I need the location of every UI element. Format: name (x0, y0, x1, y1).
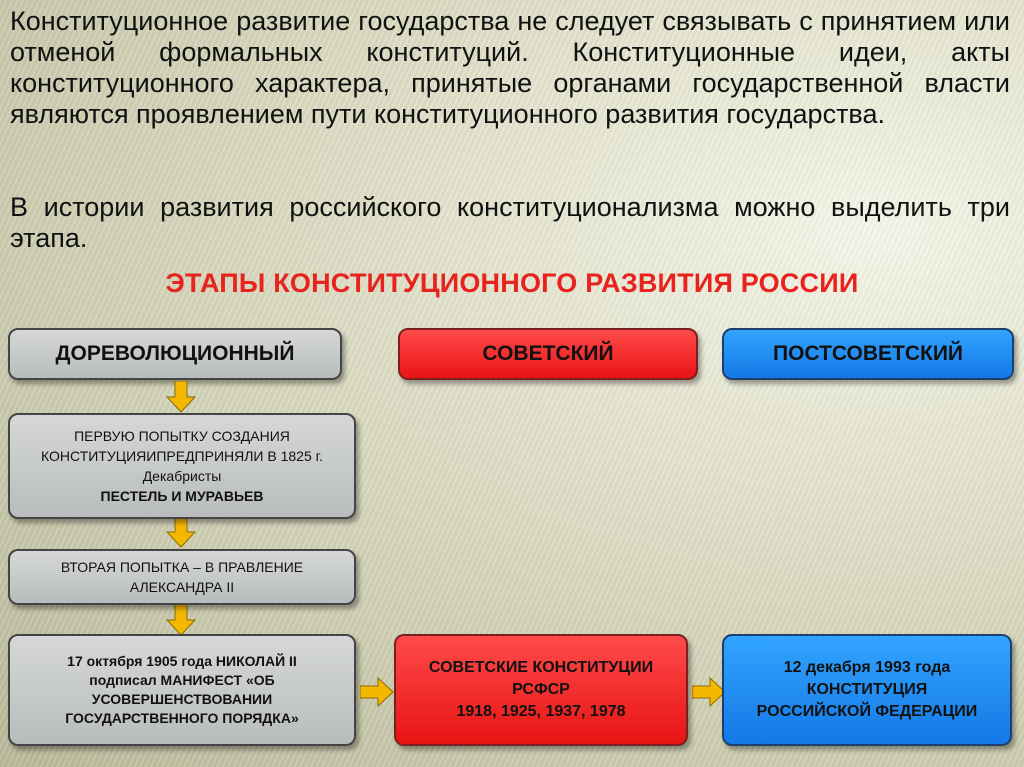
second-attempt-box (8, 549, 356, 605)
arrow-right-icon (692, 677, 726, 707)
arrow-down-icon (166, 381, 196, 413)
stage-postsoviet (722, 328, 1014, 380)
manifesto-line-3: УСОВЕРШЕНСТВОВАНИИ (91, 691, 273, 707)
soviet-constitutions-line-3: 1918, 1925, 1937, 1978 (456, 703, 626, 720)
second-attempt-line-2: АЛЕКСАНДРА II (129, 579, 235, 595)
constitution-1993-line-3: РОССИЙСКОЙ ФЕДЕРАЦИИ (756, 703, 978, 720)
manifesto-line-1: 17 октября 1905 года НИКОЛАЙ II (67, 653, 297, 669)
manifesto-line-2: подписал МАНИФЕСТ «ОБ (89, 672, 275, 688)
stage-prerevolutionary (8, 328, 342, 380)
diagram-title: ЭТАПЫ КОНСТИТУЦИОННОГО РАЗВИТИЯ РОССИИ (165, 268, 859, 298)
first-attempt-line-4: ПЕСТЕЛЬ И МУРАВЬЕВ (100, 488, 264, 504)
first-attempt-line-3: Декабристы (142, 468, 222, 484)
soviet-constitutions-box (394, 634, 688, 746)
manifesto-box (8, 634, 356, 746)
manifesto-line-4: ГОСУДАРСТВЕННОГО ПОРЯДКА» (65, 710, 299, 726)
intro-paragraph-1: Конституционное развитие государства не следует связывать с принятием или отменой формальных конституций. Конституционные идеи, акты конституционного характера, принятые органами государственной власти являются проявлением пути конституционного развития государства. (10, 6, 1010, 129)
first-attempt-line-1: ПЕРВУЮ ПОПЫТКУ СОЗДАНИЯ (74, 428, 290, 444)
first-attempt-box (8, 413, 356, 519)
constitution-1993-line-2: КОНСТИТУЦИЯ (806, 681, 928, 698)
intro-paragraph-2: В истории развития российского конституционализма можно выделить три этапа. (10, 192, 1010, 253)
constitution-1993-box (722, 634, 1012, 746)
constitution-1993-line-1: 12 декабря 1993 года (783, 659, 951, 676)
stage-postsoviet-label: ПОСТСОВЕТСКИЙ (772, 342, 964, 365)
second-attempt-line-1: ВТОРАЯ ПОПЫТКА – В ПРАВЛЕНИЕ (60, 559, 304, 575)
first-attempt-line-2: КОНСТИТУЦИЯИПРЕДПРИНЯЛИ В 1825 г. (41, 448, 323, 464)
soviet-constitutions-line-1: СОВЕТСКИЕ КОНСТИТУЦИИ (428, 659, 654, 676)
stage-soviet (398, 328, 698, 380)
arrow-down-icon (166, 516, 196, 548)
soviet-constitutions-line-2: РСФСР (512, 681, 570, 698)
stage-prerevolutionary-label: ДОРЕВОЛЮЦИОННЫЙ (55, 342, 295, 365)
stage-soviet-label: СОВЕТСКИЙ (482, 342, 614, 365)
arrow-down-icon (166, 604, 196, 636)
arrow-right-icon (360, 677, 394, 707)
